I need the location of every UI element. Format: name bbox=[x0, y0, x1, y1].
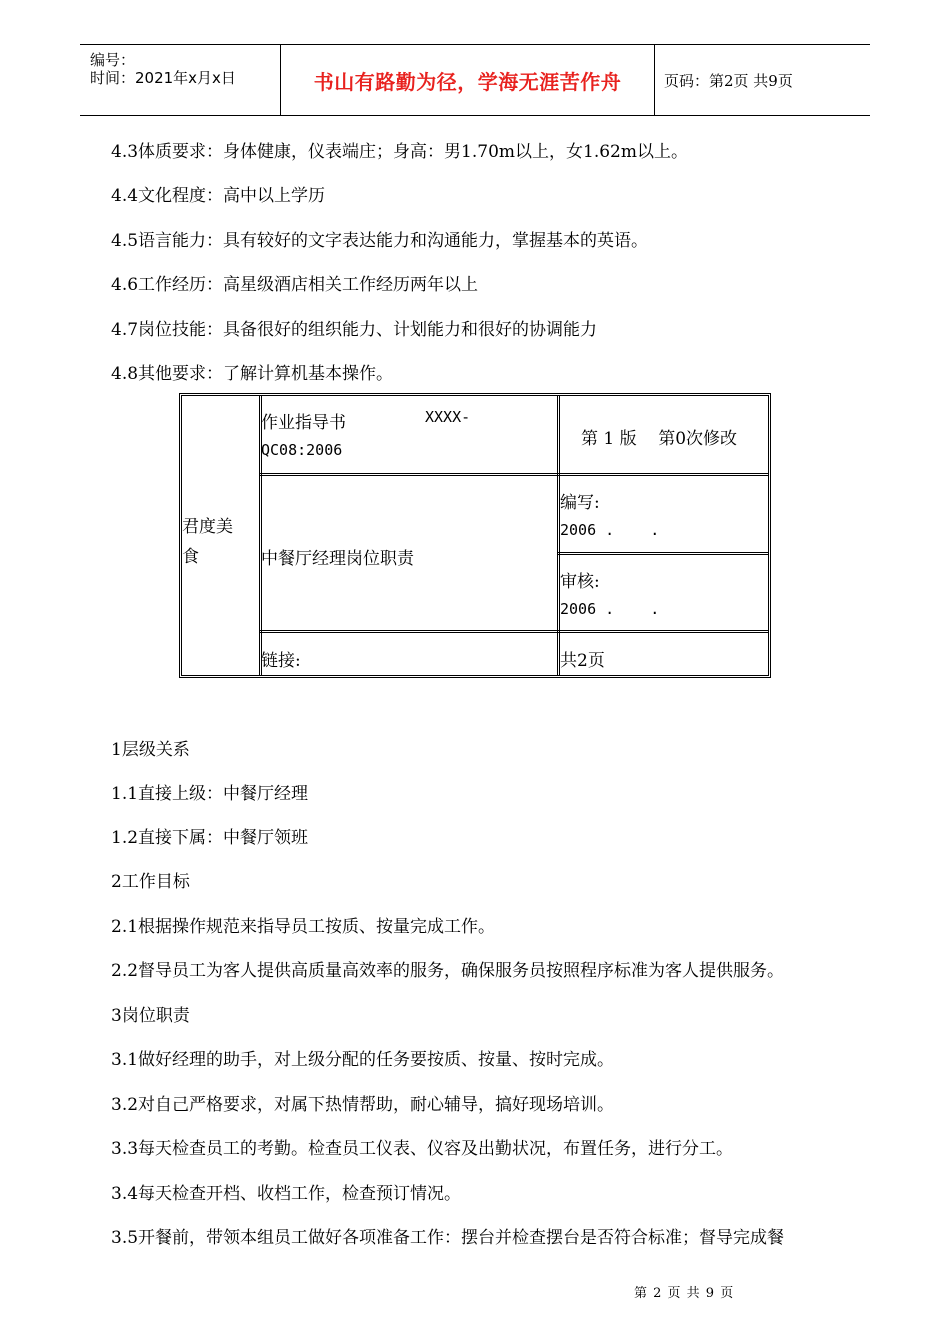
paragraph-4-7: 4.7岗位技能：具备很好的组织能力、计划能力和很好的协调能力 bbox=[111, 320, 598, 340]
document-number-label: 编号： bbox=[90, 51, 136, 69]
table-divider bbox=[259, 473, 768, 476]
work-instruction-table bbox=[179, 393, 771, 678]
reviewer-label: 审核: bbox=[560, 572, 600, 592]
header-meta-cell bbox=[80, 45, 281, 115]
table-divider bbox=[259, 630, 768, 633]
paragraph-1-2: 1.2直接下属：中餐厅领班 bbox=[111, 828, 309, 848]
section-heading-2: 2工作目标 bbox=[111, 872, 190, 892]
total-pages: 共2页 bbox=[560, 651, 605, 671]
paragraph-3-4: 3.4每天检查开档、收档工作，检查预订情况。 bbox=[111, 1184, 462, 1204]
doc-code-part1: XXXX- bbox=[425, 408, 471, 426]
section-heading-1: 1层级关系 bbox=[111, 740, 190, 760]
reviewer-date: 2006 . . bbox=[560, 600, 660, 618]
document-title: 中餐厅经理岗位职责 bbox=[261, 549, 414, 569]
paragraph-2-2: 2.2督导员工为客人提供高质量高效率的服务，确保服务员按照程序标准为客人提供服务。 bbox=[111, 961, 785, 981]
page-footer: 第 2 页 共 9 页 bbox=[634, 1286, 735, 1301]
document-time-label: 时间：2021年x月x日 bbox=[90, 69, 236, 87]
link-label: 链接: bbox=[261, 651, 301, 671]
paragraph-3-3: 3.3每天检查员工的考勤。检查员工仪表、仪容及出勤状况，布置任务，进行分工。 bbox=[111, 1139, 734, 1159]
section-heading-3: 3岗位职责 bbox=[111, 1006, 190, 1026]
paragraph-3-2: 3.2对自己严格要求，对属下热情帮助，耐心辅导，搞好现场培训。 bbox=[111, 1095, 615, 1115]
paragraph-2-1: 2.1根据操作规范来指导员工按质、按量完成工作。 bbox=[111, 917, 496, 937]
paragraph-1-1: 1.1直接上级：中餐厅经理 bbox=[111, 784, 309, 804]
paragraph-3-5: 3.5开餐前，带领本组员工做好各项准备工作：摆台并检查摆台是否符合标准；督导完成餐 bbox=[111, 1228, 785, 1248]
table-divider bbox=[259, 396, 262, 675]
paragraph-4-6: 4.6工作经历：高星级酒店相关工作经历两年以上 bbox=[111, 275, 479, 295]
paragraph-4-5: 4.5语言能力：具有较好的文字表达能力和沟通能力，掌握基本的英语。 bbox=[111, 231, 649, 251]
company-name-line2: 食 bbox=[182, 547, 199, 567]
paragraph-4-4: 4.4文化程度：高中以上学历 bbox=[111, 186, 326, 206]
paragraph-4-3: 4.3体质要求：身体健康，仪表端庄；身高：男1.70m以上，女1.62m以上。 bbox=[111, 142, 688, 162]
header-page-info: 页码：第2页 共9页 bbox=[664, 71, 793, 90]
writer-date: 2006 . . bbox=[560, 521, 660, 539]
version-info: 第 1 版 第0次修改 bbox=[581, 429, 738, 449]
paragraph-3-1: 3.1做好经理的助手，对上级分配的任务要按质、按量、按时完成。 bbox=[111, 1050, 615, 1070]
document-header bbox=[80, 44, 870, 116]
doc-type: 作业指导书 bbox=[261, 413, 346, 433]
header-motto: 书山有路勤为径，学海无涯苦作舟 bbox=[281, 45, 655, 115]
doc-code-part2: QC08:2006 bbox=[261, 441, 343, 459]
paragraph-4-8: 4.8其他要求：了解计算机基本操作。 bbox=[111, 364, 394, 384]
writer-label: 编写: bbox=[560, 493, 600, 513]
table-divider bbox=[557, 552, 768, 555]
company-name-line1: 君度美 bbox=[182, 517, 233, 537]
